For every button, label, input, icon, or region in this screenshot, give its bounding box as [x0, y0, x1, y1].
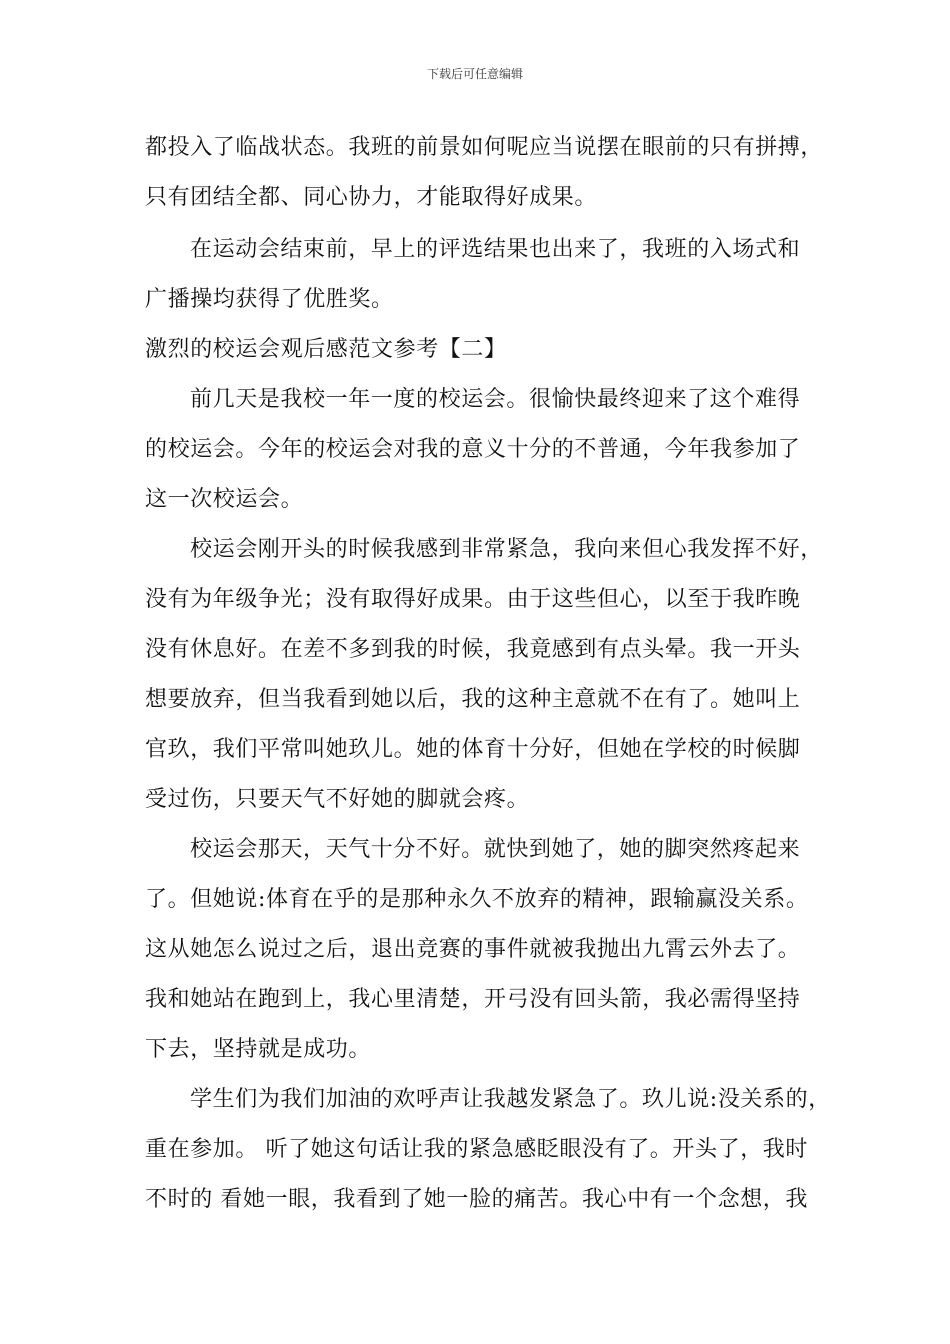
text-line: 前几天是我校一年一度的校运会。很愉快最终迎来了这个难得: [190, 387, 801, 412]
text-line: 在运动会结束前，早上的评选结果也出来了，我班的入场式和: [190, 237, 801, 262]
text-line: 这从她怎么说过之后，退出竞赛的事件就被我抛出九霄云外去了。: [145, 937, 801, 962]
text-line: 只有团结全都、同心协力，才能取得好成果。: [145, 185, 598, 210]
text-line: 都投入了临战状态。我班的前景如何呢应当说摆在眼前的只有拼搏，: [145, 135, 824, 160]
section-heading: 激烈的校运会观后感范文参考【二】: [145, 337, 507, 362]
text-line: 的校运会。今年的校运会对我的意义十分的不普通，今年我参加了: [145, 437, 801, 462]
text-line: 没有为年级争光；没有取得好成果。由于这些但心，以至于我昨晚: [145, 587, 801, 612]
text-line: 了。但她说:体育在乎的是那种永久不放弃的精神，跟输赢没关系。: [145, 887, 809, 912]
text-line: 这一次校运会。: [145, 487, 304, 512]
text-line: 重在参加。 听了她这句话让我的紧急感眨眼没有了。开头了，我时: [145, 1137, 808, 1162]
text-line: 下去，坚持就是成功。: [145, 1037, 372, 1062]
text-line: 想要放弃，但当我看到她以后，我的这种主意就不在有了。她叫上: [145, 687, 801, 712]
text-line: 没有休息好。在差不多到我的时候，我竟感到有点头晕。我一开头: [145, 637, 801, 662]
text-line: 官玖，我们平常叫她玖儿。她的体育十分好，但她在学校的时候脚: [145, 737, 801, 762]
text-line: 学生们为我们加油的欢呼声让我越发紧急了。玖儿说:没关系的，: [190, 1087, 831, 1112]
text-line: 广播操均获得了优胜奖。: [145, 287, 394, 312]
text-line: 校运会刚开头的时候我感到非常紧急，我向来但心我发挥不好，: [190, 537, 823, 562]
text-line: 校运会那天，天气十分不好。就快到她了，她的脚突然疼起来: [190, 837, 801, 862]
text-line: 受过伤，只要天气不好她的脚就会疼。: [145, 787, 530, 812]
page-header: 下载后可任意编辑: [426, 67, 523, 81]
text-line: 不时的 看她一眼，我看到了她一脸的痛苦。我心中有一个念想，我: [145, 1187, 808, 1212]
text-line: 我和她站在跑到上，我心里清楚，开弓没有回头箭，我必需得坚持: [145, 987, 801, 1012]
